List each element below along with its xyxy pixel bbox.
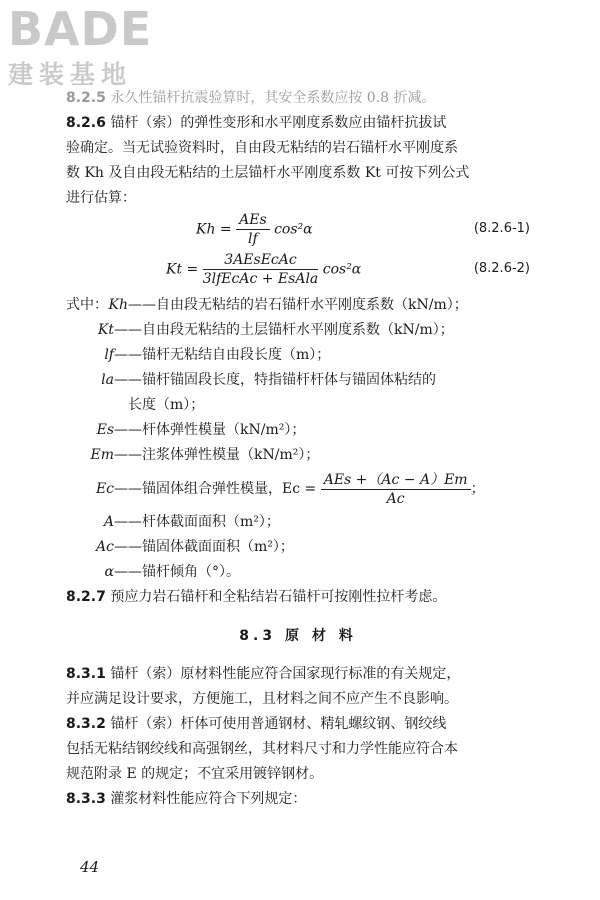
symbol: Ac [96,539,114,555]
formula-tail: cos²α [274,221,313,238]
page-number: 44 [80,858,100,876]
symbol-desc: ——锚杆锚固段长度，特指锚杆杆体与锚固体粘结的 [114,372,436,388]
symbol-desc: ——锚固体截面面积（m²）； [114,539,294,555]
formula-8-2-6-1 [66,211,530,251]
clause-text: 灌浆材料性能应符合下列规定： [110,791,307,807]
formula-fraction [236,211,270,248]
symbol-list [66,293,530,585]
symbol-row [66,368,530,393]
clause-8-2-6 [66,111,530,211]
formula-numerator: AEs [236,211,270,230]
clause-number: 8.3.3 [66,791,106,807]
clause-text: 永久性锚杆抗震验算时，其安全系数应按 0.8 折减。 [110,90,436,106]
formula-denominator: 3lfEcAc + EsAla [202,271,319,287]
symbol-row [66,510,530,535]
symbol-row [66,318,530,343]
clause-line: 锚杆（索）原材料性能应符合国家现行标准的有关规定， [110,666,461,682]
symbol-desc: ——自由段无粘结的岩石锚杆水平刚度系数（kN/m）； [128,297,468,313]
symbol-desc: ——锚杆倾角（°）。 [114,564,240,580]
document-page [66,86,530,812]
clause-8-2-7 [66,585,530,610]
symbol-row [66,443,530,468]
clause-number: 8.3.1 [66,666,106,682]
clause-text: 预应力岩石锚杆和全粘结岩石锚杆可按刚性拉杆考虑。 [110,589,447,605]
logo-sub-text: 建装基地 [8,60,133,89]
symbol-row [66,343,530,368]
clause-line: 验确定。当无试验资料时，自由段无粘结的岩石锚杆水平刚度系 [66,140,458,156]
symbol-desc: ——锚固体组合弹性模量，Ec = [114,481,317,497]
clause-line: 锚杆（索）杆体可使用普通钢材、精轧螺纹钢、钢绞线 [110,716,447,732]
ec-fraction [321,471,471,508]
ec-numerator: AEs +（Ac − A）Em [321,471,471,490]
symbol-desc: ——注浆体弹性模量（kN/m²）； [114,447,320,463]
clause-number: 8.2.5 [66,90,106,106]
ec-denominator: Ac [386,490,405,507]
symbol: Ec [95,481,114,497]
clause-number: 8.2.6 [66,115,106,131]
formula-8-2-6-2 [66,251,530,293]
equation-number: (8.2.6-2) [473,261,530,276]
formula-fraction [203,251,319,288]
clause-number: 8.3.2 [66,716,106,732]
section-heading [66,616,530,656]
clause-line: 并应满足设计要求，方便施工，且材料之间不应产生不良影响。 [66,691,458,707]
clause-8-3-1 [66,662,530,712]
ec-end: ； [470,481,485,497]
symbol: Kt [97,322,114,338]
clause-line: 进行估算： [66,190,136,206]
symbol: la [101,372,114,388]
equation-number: (8.2.6-1) [473,221,530,236]
where-label: 式中： [66,297,108,313]
symbol-row-ec [66,468,530,510]
clause-line: 数 Kh 及自由段无粘结的土层锚杆水平刚度系数 Kt 可按下列公式 [66,165,470,181]
clause-line: 规范附录 E 的规定；不宜采用镀锌钢材。 [66,766,324,782]
formula-numerator: 3AEsEcAc [203,251,319,270]
clause-8-3-2 [66,712,530,787]
symbol-row [66,535,530,560]
clause-8-2-5 [66,86,530,111]
symbol-row [66,293,530,318]
formula-lhs: Kh = [196,221,232,238]
symbol-row [66,418,530,443]
clause-number: 8.2.7 [66,589,106,605]
clause-line: 锚杆（索）的弹性变形和水平刚度系数应由锚杆抗拔试 [110,115,447,131]
symbol-row [66,560,530,585]
formula-denominator: lf [248,231,258,247]
symbol: lf [104,347,114,363]
symbol: A [103,514,114,530]
symbol: Em [90,447,114,463]
logo-main-text: BADE [8,2,153,56]
bade-logo [8,4,178,96]
section-title: 原 材 料 [284,628,357,644]
symbol: α [104,564,114,580]
symbol-desc: 长度（m）； [128,397,205,413]
symbol-row [66,393,530,418]
symbol-desc: ——杆体截面面积（m²）； [114,514,280,530]
symbol: Es [96,422,114,438]
clause-line: 包括无粘结钢绞线和高强钢丝，其材料尺寸和力学性能应符合本 [66,741,458,757]
section-number: 8.3 [239,628,277,644]
clause-8-3-3 [66,787,530,812]
symbol: Kh [108,297,128,313]
formula-lhs: Kt = [166,261,199,278]
symbol-desc: ——锚杆无粘结自由段长度（m）； [114,347,331,363]
symbol-desc: ——杆体弹性模量（kN/m²）； [114,422,306,438]
formula-tail: cos²α [322,261,362,278]
symbol-desc: ——自由段无粘结的土层锚杆水平刚度系数（kN/m）； [114,322,454,338]
